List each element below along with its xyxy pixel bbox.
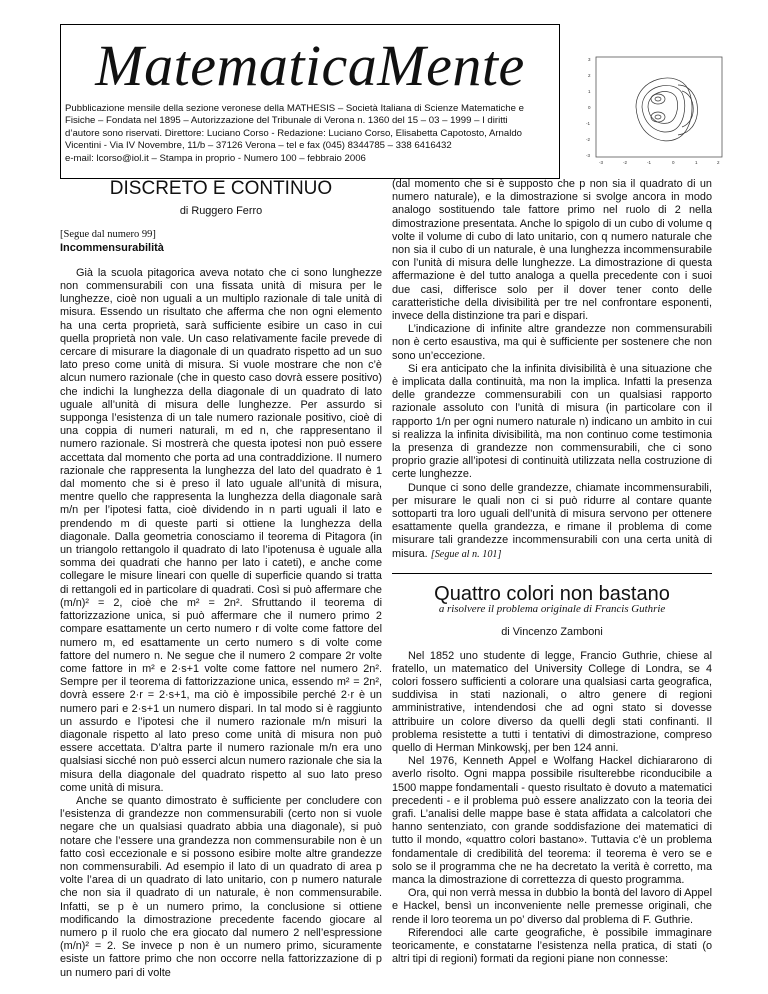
article-title: DISCRETO E CONTINUO <box>109 178 333 199</box>
x-tick-label: 0 <box>672 160 675 165</box>
publication-info-line: Pubblicazione mensile della sezione veronese della MATHESIS – Società Italiana di Scienze Matematiche e <box>65 103 524 114</box>
article-separator <box>392 573 712 574</box>
journal-title: MatematicaMente <box>95 33 525 98</box>
masthead <box>60 24 560 179</box>
y-tick-label: -3 <box>586 153 591 158</box>
continues-note: [Segue al n. 101] <box>430 548 502 560</box>
right-column <box>392 178 712 966</box>
body-paragraph-text: Dunque ci sono delle grandezze, chiamate incommensurabili, per misurare le quali non ci si può ridurre al contare quante sottoparti tra loro uguali dell’unità di misura servono per ottenere esattamente quella grandezza, e rimane il problema di come misurare tali grandezze incommensurabili con una certa unità di misura. <box>392 481 712 560</box>
y-tick-label: -2 <box>586 137 591 142</box>
y-tick-label: 3 <box>588 57 591 62</box>
article-author: di Vincenzo Zamboni <box>501 626 603 639</box>
plot-y-ticks <box>586 57 591 158</box>
body-paragraph: (dal momento che si è supposto che p non sia il quadrato di un numero naturale), e la dimostrazione si svolge ancora in modo analogo sostituendo tale fattore primo nel ruolo di 2 nella dimostrazione presentata. Anche lo spigolo di un cubo di volume q volte il volume di cubo di lato unitario, con q numero naturale che non sia il cubo di un naturale, è una lunghezza incommensurabile con l’unità di misura delle lunghezze. La dimostrazione di questa affermazione è del tutto analoga a quella precedente con i suoi due casi, differisce solo per il dover tener conto delle caratteristiche della divisibilità per tre nel confrontare esponenti, invece della distinzione tra pari e dispari. <box>392 178 712 323</box>
body-paragraph: Si era anticipato che la infinita divisibilità è una situazione che è implicata dalla continuità, ma non la implica. Infatti la presenza delle grandezze commensurabili con un qualsiasi rapporto razionale assoluto con l’unità di misura (in particolare con il rapporto 1/n per ogni numero naturale n) indicano un ambito in cui si realizza la infinita divisibilità, ma non continuo come testimonia la presenza di grandezze non commensurabili, che ci sono proprio grazie all’ipotesi di continuità utilizzata nella costruzione di certe lunghezze. <box>392 362 712 481</box>
body-paragraph: Anche se quanto dimostrato è sufficiente per concludere con l’esistenza di grandezze non commensurabili (certo non si vuole negare che un qualsiasi quadrato abbia una diagonale), si può notare che l’essere una grandezza non commensurabile non è un fatto così eccezionale e si possono esibire molte altre grandezze non commensurabili. Ad esempio il lato di un quadrato di area p volte l’area di un quadrato di lato unitario, con p numero naturale che non sia il quadrato di un naturale, è non commensurabile. Infatti, se p è un numero primo, la conclusione si ottiene modificando la dimostrazione precedente facendo giocare al numero p il ruolo che era giocato dal numero 2 nell’espressione (m/n)² = 2. Se invece p non è un numero primo, sicuramente esiste un fattore primo che non occorre nella fattorizzazione di p un numero pari di volte <box>60 794 382 979</box>
body-paragraph: Ora, qui non verrà messa in dubbio la bontà del lavoro di Appel e Hackel, bensì un inconveniente nelle premesse originali, che rende il loro teorema un po’ diverso dal problema di F. Guthrie. <box>392 887 712 926</box>
x-tick-label: 2 <box>717 160 720 165</box>
article-author: di Ruggero Ferro <box>179 205 263 218</box>
continued-note: [Segue dal numero 99] <box>60 229 156 241</box>
x-tick-label: -1 <box>647 160 652 165</box>
publication-info-line: Vicentini - Via IV Novembre, 11/b – 37126 Verona – tel e fax (045) 8344785 – 338 6416432 <box>65 140 452 152</box>
body-paragraph: Già la scuola pitagorica aveva notato che ci sono lunghezze non commensurabili con una fissata unità di misura per le lunghezze, cioè non uguali a un multiplo razionale di tale unità di misura. Essendo un risultato che afferma che non ogni elemento ha una certa proprietà, sarà sufficiente esibire un caso in cui quella proprietà non vale. Un caso relativamente facile prevede di cercare di misurare la diagonale di un quadrato rispetto ad un suo lato preso come unità di misura. Si vuole mostrare che non c’è alcun numero razionale (che in questo caso dovrà essere positivo) che indichi la lunghezza della diagonale di un quadrato di lato uguale all’unità di misura delle lunghezze. Per assurdo si supponga l’esistenza di un tale numero razionale positivo, cioè di una coppia di numeri naturali, m ed n, che rappresentano il numero razionale. Si mostrerà che questa ipotesi non può essere accettata dal momento che porta ad una contraddizione. Il numero razionale che rappresenta la lunghezza del lato del quadrato è 1 dal momento che si è preso il lato uguale all’unità di misura, mentre quello che rappresenta la lunghezza della diagonale sarà m/n per l’ipotesi fatta, cioè dividendo in n parti uguali il lato e prendendo m di queste parti si ottiene la lunghezza della diagonale. Dalla geometria conosciamo il teorema di Pitagora (in un triangolo rettangolo il quadrato di lato l’ipotenusa è uguale alla somma dei quadrati che hanno per lato i cateti), e anche come collegare le misure lineari con quelle di superficie quando si tratta di rettangoli ed in particolare di quadrati. Così si può affermare che (m/n)² = 2, cioè che m² = 2n². Sfruttando il teorema di fattorizzazione unica, si può affermare che il numero primo 2 compare esattamente un certo numero r di volte come fattore del numero m, ed esattamente un certo numero s di volte come fattore del numero n. Ne segue che il numero 2 compare 2r volte come fattore in m² e 2·s+1 volte come fattore nel numero 2n². Sempre per il teorema di fattorizzazione unica, essendo m² = 2n², dovrà essere 2·r = 2·s+1, ma ciò è impossibile perché 2·r è un numero pari e 2·s+1 un numero dispari. In tal modo si è raggiunto un assurdo e l’ipotesi che il numero razionale m/n misuri la diagonale rispetto al lato preso come unità di misura non può essere accettata. D’altra parte il numero razionale m/n era uno qualsiasi sicché non può esserci alcun numero razionale che sia la misura della diagonale del quadrato rispetto al suo lato preso come unità di misura. <box>60 266 382 794</box>
y-tick-label: 2 <box>588 73 591 78</box>
publication-info-line: d’autore sono riservati. Direttore: Luciano Corso - Redazione: Luciano Corso, Elisabetta Capotosto, Arnaldo <box>65 127 523 139</box>
body-paragraph: L’indicazione di infinite altre grandezze non commensurabili non è certo esaustiva, ma qui è sufficiente per sostenere che non sono un’eccezione. <box>392 323 712 362</box>
y-tick-label: 1 <box>588 89 591 94</box>
x-tick-label: -3 <box>599 160 604 165</box>
body-paragraph: Nel 1976, Kenneth Appel e Wolfang Hackel dichiararono di averlo risolto. Ogni mappa possibile risulterebbe riconducibile a 1500 mappe fondamentali - questo risultato è dovuto a matematici precedenti - e il problema può essere analizzato con la teoria dei grafi. L’analisi delle mappe base è stata affidata a calcolatori che hanno sentenziato, con grande soddisfazione dei matematici di tutto il mondo, «quattro colori bastano». Tuttavia c’è un problema fondamentale di credibilità del teorema: il teorema è vero se e solo se il programma che ne ha decretato la verità è corretto, ma manca la dimostrazione di correttezza di questo programma. <box>392 755 712 886</box>
body-paragraph: Nel 1852 uno studente di legge, Francio Guthrie, chiese al fratello, un matematico del University College di Londra, se 4 colori fossero sufficienti a colorare una qualsiasi carta geografica, suddivisa in stati nazionali, o altro genere di regioni amministrative, intendendosi che ad ogni stato si dovesse attribuire un colore diverso da quelli degli stati confinanti. Il problema resistette a tutti i tentativi di dimostrazione, compreso quello di Herman Minkowskj, per ben 124 anni. <box>392 649 712 754</box>
section-heading: Incommensurabilità <box>60 241 164 254</box>
article-subtitle: a risolvere il problema originale di Francis Guthrie <box>438 603 666 616</box>
body-paragraph <box>392 482 712 561</box>
left-column <box>60 178 382 980</box>
article-title: Quattro colori non bastano <box>434 582 670 605</box>
plot-frame <box>596 57 722 157</box>
contour-plot-figure <box>578 55 728 170</box>
x-tick-label: -2 <box>623 160 628 165</box>
publication-info <box>61 103 559 165</box>
publication-info-line: e-mail: lcorso@iol.it – Stampa in proprio - Numero 100 – febbraio 2006 <box>65 152 366 164</box>
y-tick-label: -1 <box>586 121 591 126</box>
plot-x-ticks <box>599 160 720 165</box>
y-tick-label: 0 <box>588 105 591 110</box>
x-tick-label: 1 <box>695 160 698 165</box>
body-paragraph: Riferendoci alle carte geografiche, è possibile immaginare teoricamente, e constatarne l’esistenza nella pratica, di stati (o altri tipi di regioni) formati da regioni piane non connesse: <box>392 926 712 966</box>
publication-info-line: Fisiche – Fondata nel 1895 – Autorizzazione del Tribunale di Verona n. 1360 del 15 – 03 – 1999 – I diritti <box>65 115 508 127</box>
plot-contours <box>636 78 698 141</box>
